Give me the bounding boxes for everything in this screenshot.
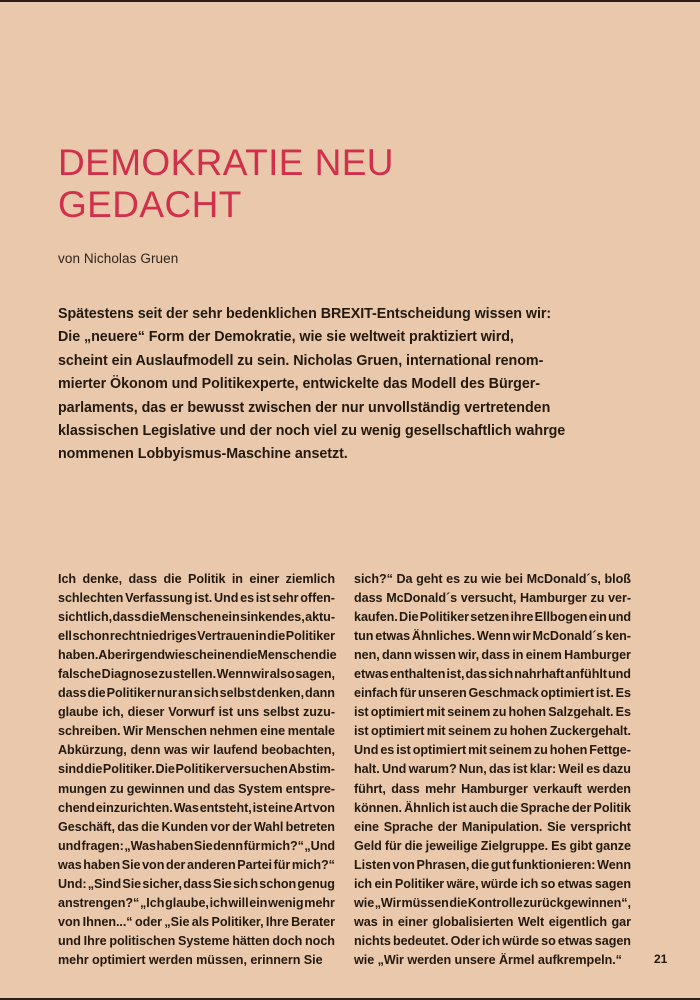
body-line: Abkürzung, denn was wir laufend beobachten, [58, 743, 335, 758]
body-line: wie „Wir müssen die Kontrolle zurückgewinnen“, [354, 895, 631, 910]
body-line: ist optimiert mit seinem zu hohen Salzgehalt. Es [354, 705, 631, 720]
lead-line: Die „neuere“ Form der Demokratie, wie sie weltweit praktiziert wird, [58, 329, 514, 346]
body-line: dass McDonald´s versucht, Hamburger zu ver- [354, 591, 631, 606]
page-title-line-2: GEDACHT [58, 184, 242, 225]
body-line: Listen von Phrasen, die gut funktionieren: Wenn [354, 857, 631, 872]
body-line: Und: „Sind Sie sicher, dass Sie sich schon genug [58, 876, 335, 891]
body-line: können. Ähnlich ist auch die Sprache der Politik [354, 800, 631, 815]
page-title-line-1: DEMOKRATIE NEU [58, 142, 394, 183]
body-line: führt, dass mehr Hamburger verkauft werden [354, 781, 631, 796]
body-line: wie „Wir werden unsere Ärmel aufkrempeln.“ [354, 952, 622, 967]
body-line: einfach für unseren Geschmack optimiert ist. Es [354, 686, 631, 701]
body-line: mehr optimiert werden müssen, erinnern Sie [58, 952, 323, 967]
body-line: glaube ich, dieser Vorwurf ist uns selbst zuzu- [58, 705, 335, 720]
body-line: etwas enthalten ist, das sich nahrhaft anfühlt und [354, 667, 631, 682]
body-line: schlechten Verfassung ist. Und es ist sehr offen- [58, 591, 335, 606]
body-line: nichts bedeutet. Oder ich würde so etwas sagen [354, 933, 631, 948]
body-line: eine Sprache der Manipulation. Sie verspricht [354, 819, 631, 834]
body-line: kaufen. Die Politiker setzen ihre Ellbogen ein und [354, 610, 631, 625]
body-line: von Ihnen...“ oder „Sie als Politiker, Ihre Berater [58, 914, 335, 929]
body-line: Geschäft, das die Kunden vor der Wahl betreten [58, 819, 335, 834]
body-column-right [354, 570, 631, 970]
body-line: anstrengen?“ „Ich glaube, ich will ein wenig mehr [58, 895, 335, 910]
body-line: sind die Politiker. Die Politiker versuchen Abstim- [58, 762, 335, 777]
body-line: sich?“ Da geht es zu wie bei McDonald´s, bloß [354, 572, 631, 586]
lead-line: klassischen Legislative und der noch viel zu wenig gesellschaftlich wahrge [58, 423, 566, 440]
byline: von Nicholas Gruen [58, 251, 179, 266]
body-line: haben. Aber irgendwie scheinen die Menschen die [58, 648, 337, 663]
lead-line: scheint ein Auslaufmodell zu sein. Nicholas Gruen, international renom- [58, 352, 544, 369]
lead-line: Spätestens seit der sehr bedenklichen BREXIT-Entscheidung wissen wir: [58, 306, 552, 322]
body-line: tun etwas Ähnliches. Wenn wir McDonald´s ken- [354, 629, 631, 644]
body-line: dass die Politiker nur an sich selbst denken, dann [58, 686, 335, 701]
body-line: und fragen: „Was haben Sie denn für mich?“ „Und [58, 838, 335, 853]
body-column-left [58, 570, 335, 970]
body-line: chend einzurichten. Was entsteht, ist eine Art von [58, 800, 335, 815]
body-line: falsche Diagnose zu stellen. Wenn wir also sagen, [58, 667, 335, 682]
page-number: 21 [654, 952, 668, 966]
body-line: halt. Und warum? Nun, das ist klar: Weil es dazu [354, 762, 631, 777]
body-line: Ich denke, dass die Politik in einer ziemlich [58, 572, 335, 586]
body-line: sichtlich, dass die Menschen ein sinkendes, aktu- [58, 610, 335, 625]
body-line: Geld für die jeweilige Zielgruppe. Es gibt ganze [354, 838, 631, 853]
body-line: was in einer globalisierten Welt eigentlich gar [354, 914, 631, 929]
body-line: ist optimiert mit seinem zu hohen Zuckergehalt. [354, 724, 631, 739]
lead-line: parlaments, das er bewusst zwischen der nur unvollständig vertretenden [58, 399, 551, 416]
lead-paragraph [58, 303, 566, 467]
body-line: mungen zu gewinnen und das System entspre- [58, 781, 335, 796]
body-line: schreiben. Wir Menschen nehmen eine mentale [58, 724, 335, 739]
body-line: nen, dann wissen wir, dass in einem Hamburger [354, 648, 631, 663]
lead-line: mierter Ökonom und Politikexperte, entwickelte das Modell des Bürger- [58, 376, 540, 393]
lead-line: nommenen Lobbyismus-Maschine ansetzt. [58, 446, 348, 463]
body-line: was haben Sie von der anderen Partei für mich?“ [58, 857, 335, 872]
body-line: und Ihre politischen Systeme hätten doch noch [58, 933, 335, 948]
page-title [58, 142, 488, 226]
body-line: ich ein Politiker wäre, würde ich so etwas sagen [354, 876, 631, 891]
body-line: Und es ist optimiert mit seinem zu hohen Fettge- [354, 743, 631, 758]
body-line: ell schon recht niedriges Vertrauen in die Politiker [58, 629, 335, 644]
